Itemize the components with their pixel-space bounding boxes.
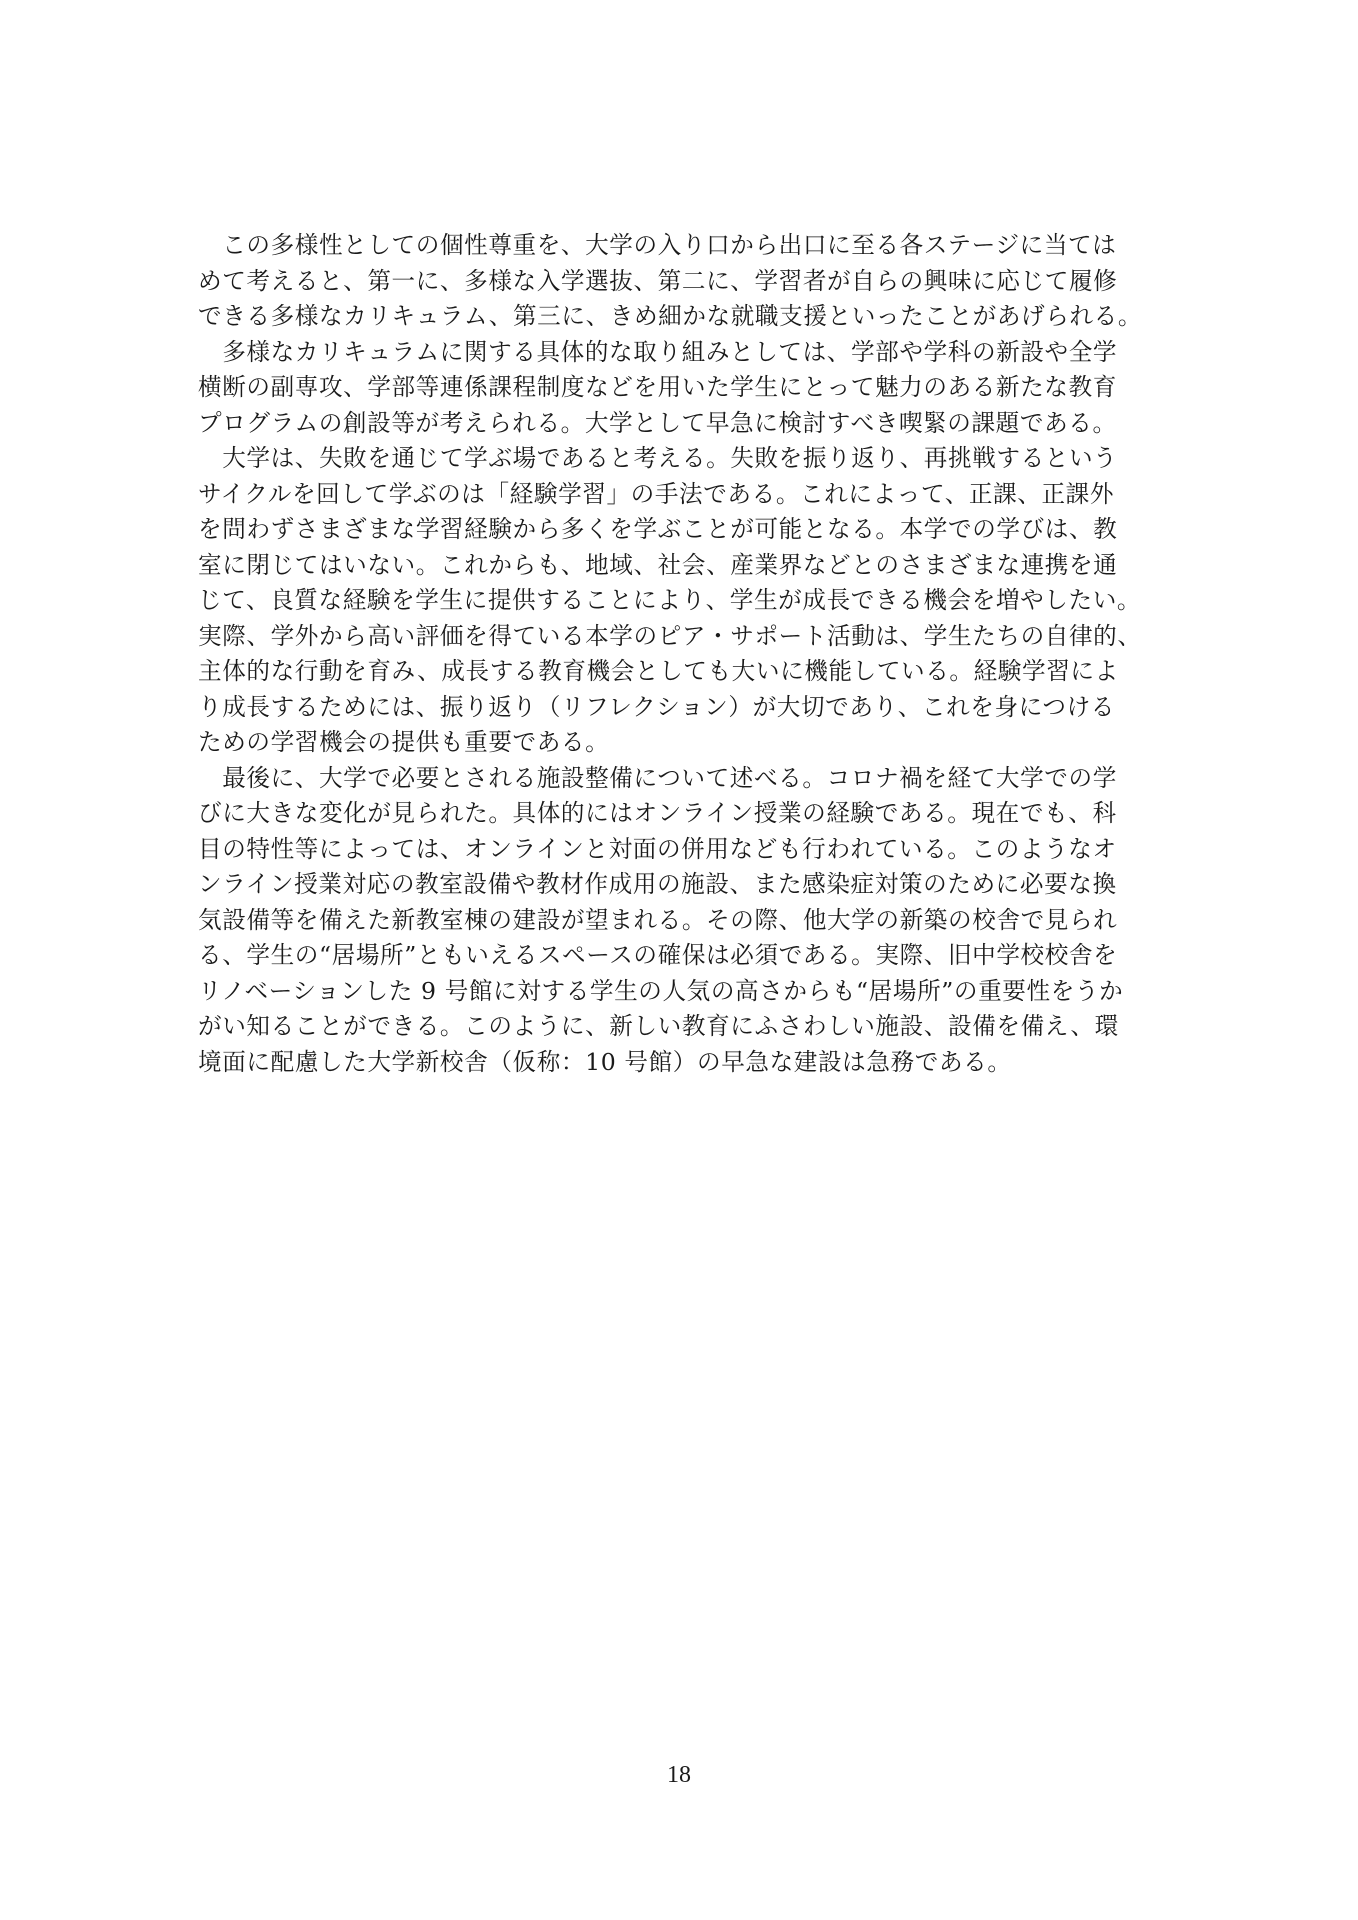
body-text [198, 228, 1178, 1080]
text-line: 実際、学外から高い評価を得ている本学のピア・サポート活動は、学生たちの自律的、 [198, 621, 1142, 650]
text-line: る、学生の“居場所”ともいえるスペースの確保は必須である。実際、旧中学校校舎を [198, 941, 1118, 969]
text-line: 最後に、大学で必要とされる施設整備について述べる。コロナ禍を経て大学での学 [198, 763, 1117, 792]
text-line: を問わずさまざまな学習経験から多くを学ぶことが可能となる。本学での学びは、教 [198, 515, 1118, 543]
text-line: この多様性としての個性尊重を、大学の入り口から出口に至る各ステージに当ては [198, 231, 1117, 259]
text-line: じて、良質な経験を学生に提供することにより、学生が成長できる機会を増やしたい。 [198, 586, 1142, 614]
text-line: ンライン授業対応の教室設備や教材作成用の施設、また感染症対策のために必要な換 [198, 870, 1117, 898]
text-line: できる多様なカリキュラム、第三に、きめ細かな就職支援といったことがあげられる。 [198, 302, 1143, 330]
text-line: 境面に配慮した大学新校舎（仮称：10 号館）の早急な建設は急務である。 [198, 1047, 1012, 1076]
text-line: 室に閉じてはいない。これからも、地域、社会、産業界などとのさまざまな連携を通 [198, 550, 1118, 579]
text-line: サイクルを回して学ぶのは「経験学習」の手法である。これによって、正課、正課外 [198, 479, 1115, 508]
text-line: びに大きな変化が見られた。具体的にはオンライン授業の経験である。現在でも、科 [198, 799, 1117, 827]
text-line: リノベーションした 9 号館に対する学生の人気の高さからも“居場所”の重要性をうか [198, 976, 1124, 1005]
text-line: 気設備等を備えた新教室棟の建設が望まれる。その際、他大学の新築の校舎で見られ [198, 905, 1118, 934]
text-line: り成長するためには、振り返り（リフレクション）が大切であり、これを身につける [198, 692, 1115, 721]
text-line: がい知ることができる。このように、新しい教育にふさわしい施設、設備を備え、環 [198, 1012, 1119, 1040]
text-line: 横断の副専攻、学部等連係課程制度などを用いた学生にとって魅力のある新たな教育 [198, 373, 1117, 401]
text-line: ための学習機会の提供も重要である。 [198, 728, 610, 756]
text-line: 主体的な行動を育み、成長する教育機会としても大いに機能している。経験学習によ [198, 657, 1119, 685]
text-line: 大学は、失敗を通じて学ぶ場であると考える。失敗を振り返り、再挑戦するという [198, 444, 1118, 472]
page-number: 18 [667, 1762, 691, 1788]
text-line: プログラムの創設等が考えられる。大学として早急に検討すべき喫緊の課題である。 [198, 408, 1117, 437]
text-line: 多様なカリキュラムに関する具体的な取り組みとしては、学部や学科の新設や全学 [198, 337, 1118, 366]
text-line: めて考えると、第一に、多様な入学選抜、第二に、学習者が自らの興味に応じて履修 [198, 266, 1118, 295]
text-line: 目の特性等によっては、オンラインと対面の併用なども行われている。このようなオ [198, 834, 1117, 863]
